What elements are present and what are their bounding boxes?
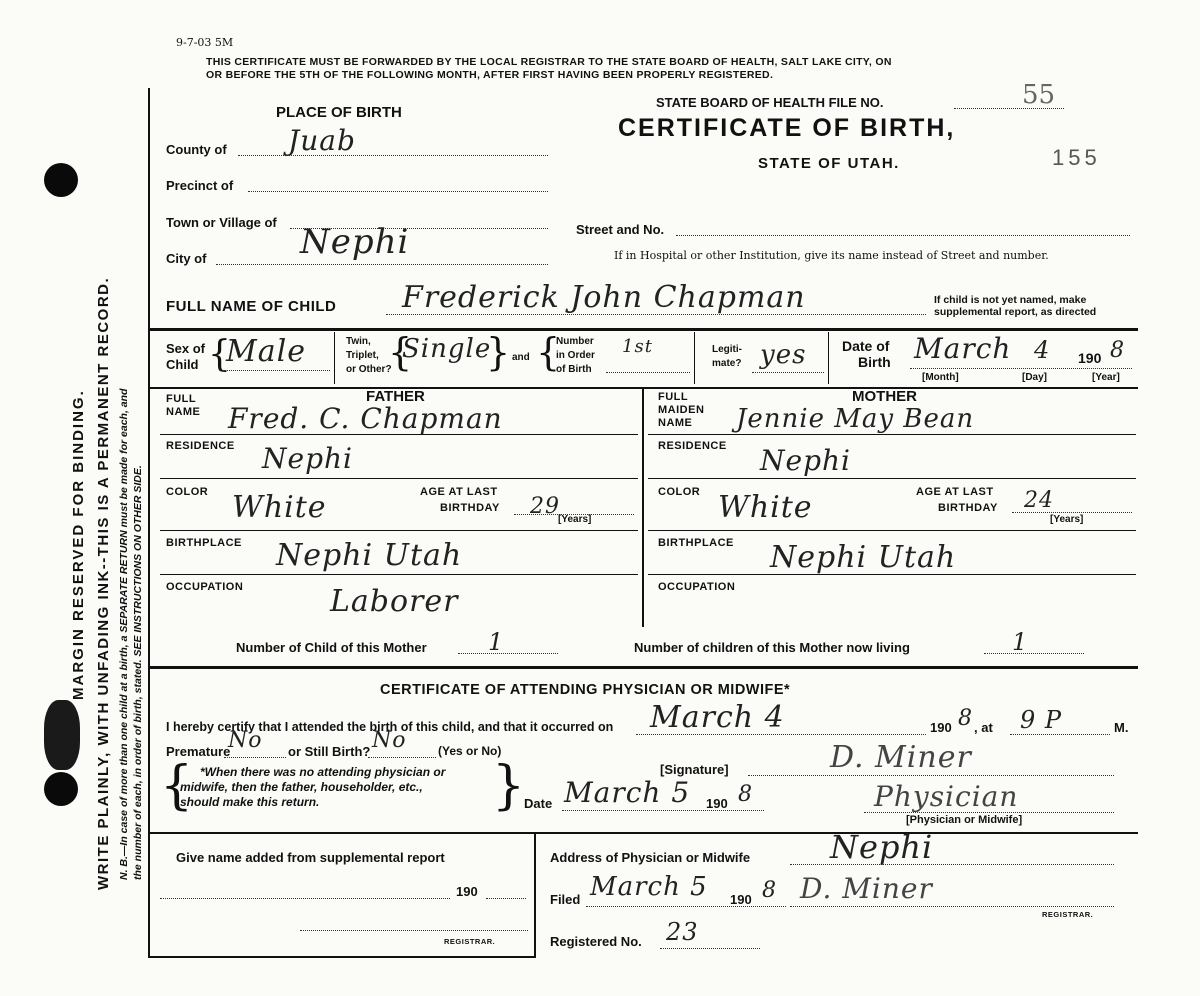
physician-date-year-prefix: 190 <box>706 796 728 811</box>
mother-birthplace-rule <box>648 574 1136 575</box>
order-brace: { <box>536 330 561 374</box>
physician-top-rule <box>150 666 1138 669</box>
dob-day-caption: [Day] <box>1022 372 1048 383</box>
dob-day: 4 <box>1034 336 1051 364</box>
mother-occupation-label: OCCUPATION <box>658 581 736 593</box>
signature-line <box>748 775 1114 776</box>
dob-month-caption: [Month] <box>922 372 959 383</box>
dob-month: March <box>914 332 1012 365</box>
signature-value: D. Miner <box>830 740 972 775</box>
occurred-year-suffix: 8 <box>958 706 973 731</box>
precinct-label: Precinct of <box>166 178 234 193</box>
mother-name-rule <box>648 434 1136 435</box>
father-age-label2: BIRTHDAY <box>440 502 500 514</box>
father-years-caption: [Years] <box>558 514 592 525</box>
form-code: 9-7-03 5M <box>176 36 234 49</box>
twin-brace: { <box>388 330 413 374</box>
order-value: 1st <box>622 336 653 357</box>
mother-name-value: Jennie May Bean <box>736 404 975 434</box>
twin-label1: Twin, <box>346 336 371 347</box>
legit-label1: Legiti- <box>712 344 742 355</box>
stillbirth-label: or Still Birth? <box>288 744 371 759</box>
city-label: City of <box>166 251 207 266</box>
mother-birthplace-value: Nephi Utah <box>770 540 957 575</box>
legit-line <box>752 372 824 373</box>
father-age-value: 29 <box>530 494 560 519</box>
town-label: Town or Village of <box>166 215 277 230</box>
mother-age-label1: AGE AT LAST <box>916 486 994 498</box>
side-number: 155 <box>1052 145 1101 170</box>
sex-label2: Child <box>166 357 199 372</box>
dob-line <box>910 368 1132 369</box>
bottom-section-rule <box>150 832 1138 834</box>
file-no-label: STATE BOARD OF HEALTH FILE NO. <box>656 95 884 110</box>
county-value: Juab <box>288 124 356 157</box>
hospital-note: If in Hospital or other Institution, give its name instead of Street and number. <box>614 249 1049 262</box>
physician-date-label: Date <box>524 796 553 811</box>
physician-role-line <box>864 812 1114 813</box>
punch-hole-top <box>44 163 78 197</box>
premature-value: No <box>228 728 263 753</box>
margin-instruction-line2: MARGIN RESERVED FOR BINDING. <box>70 389 87 700</box>
father-age-label1: AGE AT LAST <box>420 486 498 498</box>
mother-age-label2: BIRTHDAY <box>938 502 998 514</box>
order-label1: Number <box>556 336 594 347</box>
footnote-line2: midwife, then the father, householder, etc., <box>180 780 423 794</box>
child-row-top-rule <box>150 328 1138 331</box>
margin-note-line1: N. B.—In case of more than one child at a birth, a SEPARATE RETURN must be made for each, and <box>118 388 130 880</box>
precinct-line <box>248 191 548 192</box>
mother-color-rule <box>648 530 1136 531</box>
mother-heading: MOTHER <box>852 388 917 405</box>
notice-line1: THIS CERTIFICATE MUST BE FORWARDED BY THE LOCAL REGISTRAR TO THE STATE BOARD OF HEALTH, SALT LAKE CITY, ON <box>206 56 892 68</box>
margin-note-line2: the number of each, in order of birth, stated. SEE INSTRUCTIONS ON OTHER SIDE. <box>132 465 144 880</box>
unnamed-note-line2: supplemental report, as directed <box>934 306 1097 318</box>
address-value: Nephi <box>830 828 934 866</box>
father-residence-rule <box>160 478 638 479</box>
punch-hole-bottom <box>44 772 78 806</box>
father-occupation-value: Laborer <box>330 584 459 619</box>
occurred-m-label: M. <box>1114 720 1129 735</box>
mother-name-label3: NAME <box>658 417 693 429</box>
place-of-birth-heading: PLACE OF BIRTH <box>276 104 402 121</box>
unnamed-note-line1: If child is not yet named, make <box>934 294 1087 306</box>
and-label: and <box>512 352 530 363</box>
registered-line <box>660 948 760 949</box>
mother-name-label1: FULL <box>658 391 689 403</box>
physician-date-value: March 5 <box>564 776 691 809</box>
dob-year-suffix: 8 <box>1110 338 1125 363</box>
twin-brace-close: } <box>486 330 511 374</box>
filing-registrar-label: REGISTRAR. <box>1042 910 1094 919</box>
mother-residence-rule <box>648 478 1136 479</box>
father-name-label1: FULL <box>166 393 197 405</box>
signature-label: [Signature] <box>660 762 729 777</box>
registered-label: Registered No. <box>550 934 642 949</box>
street-label: Street and No. <box>576 222 665 237</box>
father-color-rule <box>160 530 638 531</box>
sex-twin-divider <box>334 332 335 384</box>
child-number-line <box>458 653 558 654</box>
notice-line2: OR BEFORE THE 5TH OF THE FOLLOWING MONTH, AFTER FIRST HAVING BEEN PROPERLY REGISTERED. <box>206 69 774 81</box>
city-line <box>216 264 548 265</box>
supplemental-label: Give name added from supplemental report <box>176 850 445 865</box>
filed-value: March 5 <box>590 872 708 902</box>
father-name-rule <box>160 434 638 435</box>
sex-brace: { <box>208 334 231 375</box>
filed-date-line <box>586 906 786 907</box>
city-value: Nephi <box>300 222 410 262</box>
stillbirth-value: No <box>372 728 407 753</box>
father-color-value: White <box>232 490 327 525</box>
mother-color-label: COLOR <box>658 486 701 498</box>
filed-label: Filed <box>550 892 581 907</box>
mother-age-value: 24 <box>1024 488 1054 513</box>
filed-year-prefix: 190 <box>730 892 752 907</box>
stillbirth-line <box>368 757 436 758</box>
supplemental-box-right <box>534 832 536 956</box>
children-living-line <box>984 653 1084 654</box>
dob-label1: Date of <box>842 338 890 354</box>
physician-certify-text: I hereby certify that I attended the birth of this child, and that it occurred on <box>166 720 614 734</box>
mother-birthplace-label: BIRTHPLACE <box>658 537 734 549</box>
street-line <box>676 235 1130 236</box>
occurred-date-value: March 4 <box>650 700 785 735</box>
state-label: STATE OF UTAH. <box>758 155 900 172</box>
children-living-label: Number of children of this Mother now living <box>634 640 910 655</box>
order-line <box>606 372 690 373</box>
parents-center-divider <box>642 387 644 627</box>
footnote-brace-open: { <box>160 756 194 816</box>
mother-residence-label: RESIDENCE <box>658 440 727 452</box>
certificate-title: CERTIFICATE OF BIRTH, <box>618 114 956 142</box>
legit-value: yes <box>760 340 807 370</box>
mother-color-value: White <box>718 490 813 525</box>
physician-role-value: Physician <box>874 780 1019 813</box>
supplemental-year-line <box>486 898 526 899</box>
dob-label2: Birth <box>858 354 891 370</box>
father-name-value: Fred. C. Chapman <box>228 402 503 435</box>
child-number-value: 1 <box>488 628 505 656</box>
parents-top-rule <box>150 387 1138 389</box>
filed-by-line <box>790 906 1114 907</box>
mother-residence-value: Nephi <box>760 444 851 477</box>
father-occupation-label: OCCUPATION <box>166 581 244 593</box>
sex-value: Male <box>226 334 306 369</box>
sex-line <box>222 370 330 371</box>
frame-left-rule <box>148 88 150 958</box>
child-number-label: Number of Child of this Mother <box>236 640 427 655</box>
binding-stain <box>44 700 80 770</box>
file-no-value: 55 <box>1022 80 1056 110</box>
premature-label: Premature <box>166 744 231 759</box>
occurred-time-line <box>1010 734 1110 735</box>
supplemental-registrar-label: REGISTRAR. <box>444 937 496 946</box>
footnote-brace-close: } <box>492 756 526 816</box>
county-line <box>238 155 548 156</box>
supplemental-box-bottom <box>150 956 536 958</box>
child-name-label: FULL NAME OF CHILD <box>166 298 337 315</box>
sex-label1: Sex of <box>166 341 206 356</box>
twin-value: Single <box>402 334 492 364</box>
mother-age-line <box>1012 512 1132 513</box>
occurred-at-label: , at <box>974 720 993 735</box>
twin-label2: Triplet, <box>346 350 379 361</box>
father-heading: FATHER <box>366 388 425 405</box>
footnote-line1: *When there was no attending physician or <box>200 765 446 779</box>
physician-date-line <box>562 810 764 811</box>
father-birthplace-rule <box>160 574 638 575</box>
address-label: Address of Physician or Midwife <box>550 850 751 865</box>
mother-years-caption: [Years] <box>1050 514 1084 525</box>
legit-label2: mate? <box>712 358 742 369</box>
dob-year-caption: [Year] <box>1092 372 1120 383</box>
filed-year-suffix: 8 <box>762 878 777 903</box>
order-label3: of Birth <box>556 364 592 375</box>
supplemental-name-line <box>160 898 450 899</box>
father-name-label2: NAME <box>166 406 201 418</box>
mother-name-label2: MAIDEN <box>658 404 705 416</box>
yes-no-note: (Yes or No) <box>438 744 502 758</box>
father-birthplace-value: Nephi Utah <box>276 538 463 573</box>
father-residence-value: Nephi <box>262 442 353 475</box>
supplemental-registrar-line <box>300 930 528 931</box>
filed-by-value: D. Miner <box>800 872 933 905</box>
physician-heading: CERTIFICATE OF ATTENDING PHYSICIAN OR MIDWIFE* <box>380 682 791 698</box>
legit-dob-divider <box>828 332 829 384</box>
registered-value: 23 <box>666 918 699 946</box>
father-birthplace-label: BIRTHPLACE <box>166 537 242 549</box>
father-color-label: COLOR <box>166 486 209 498</box>
children-living-value: 1 <box>1012 628 1029 656</box>
county-label: County of <box>166 142 227 157</box>
occurred-year-prefix: 190 <box>930 720 952 735</box>
physician-date-year-suffix: 8 <box>738 782 753 807</box>
child-name-value: Frederick John Chapman <box>402 280 806 315</box>
order-legit-divider <box>694 332 695 384</box>
father-residence-label: RESIDENCE <box>166 440 235 452</box>
dob-year-prefix: 190 <box>1078 350 1102 366</box>
supplemental-year-label: 190 <box>456 884 478 899</box>
margin-instruction-line1: WRITE PLAINLY, WITH UNFADING INK--THIS IS A PERMANENT RECORD. <box>95 276 112 890</box>
order-label2: in Order <box>556 350 595 361</box>
occurred-time-value: 9 P <box>1020 706 1063 734</box>
twin-label3: or Other? <box>346 364 392 375</box>
footnote-line3: should make this return. <box>180 795 320 809</box>
premature-line <box>224 757 286 758</box>
physician-role-caption: [Physician or Midwife] <box>906 814 1023 826</box>
